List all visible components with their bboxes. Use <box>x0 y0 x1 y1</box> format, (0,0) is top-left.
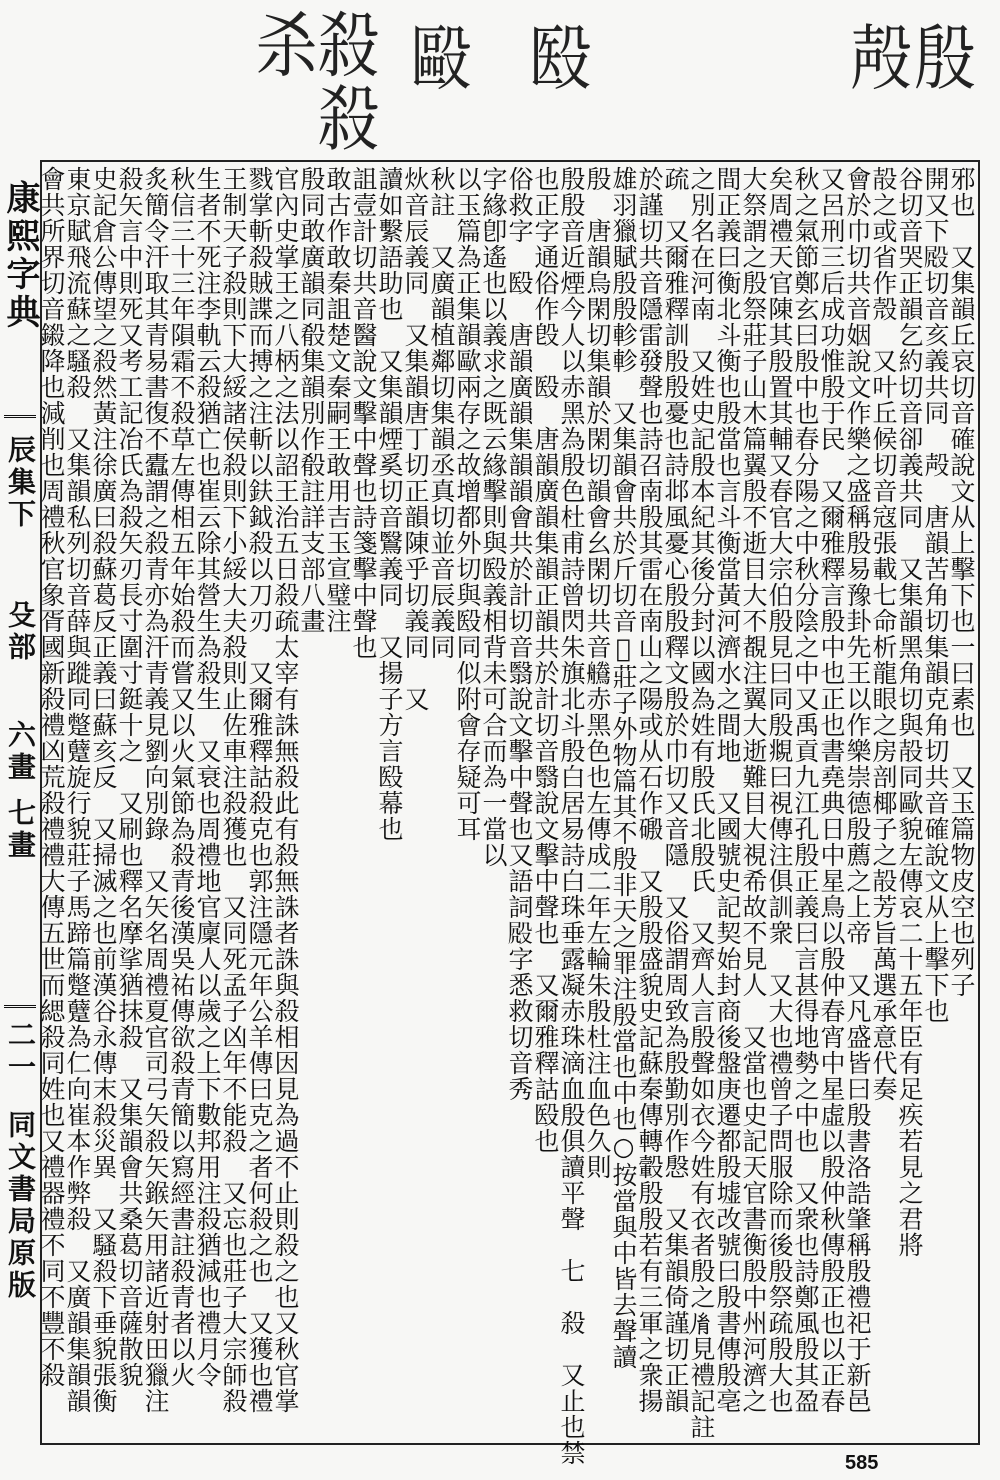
text-column: 炙簡令汗取其青易書復不蠹謂之殺青亦為汗青義見劉向別錄 又矢名周禮夏官司弓矢殺矢鍭矢用諸近射田獵注 <box>141 166 170 1414</box>
text-column: 間正義曰衡北斗衡也殷當也言斗衡當黃河濟水之間地 又國號史記契始封商後盤庚遷都殷墟改號曰殷書傳殷亳 <box>713 166 742 1414</box>
text-column: 秋註 又廣韻植鄰切集韻丞真切並音辰義同 <box>427 166 456 660</box>
margin-divider-2 <box>4 1005 36 1008</box>
text-column: 官內史掌王之八柄之法以詔王治五日殺疏太宰有誅無殺此有殺無誅者誅與殺相因見為過不止則殺之也又秋官掌 <box>271 166 300 1414</box>
text-column: 東京賦飛流蘇之騷殺 又集韻私列切音薛與蹝同蹩躠旋行貌莊子馬蹄篇蹩躠為仁向崔本作弊殺 又廣韻集韻韻 <box>63 166 92 1414</box>
text-column: 會共所界切音鎩降也減削也周禮秋官象胥國新殺禮凶荒殺禮禮大傳五世而緦殺同姓也又禮器禮不同不豐不殺 <box>37 166 66 1388</box>
text-column: 生者不死注李軌云殺猶亡也崔云除其營生為殺生 又衰也周禮地官廩人以歲之上下數邦用注殺猶減也禮月令 <box>193 166 222 1388</box>
page-number: 585 <box>845 1452 879 1474</box>
collection-label: 辰集下 <box>4 435 37 531</box>
text-column: 秋信三十三年隕霜不殺草左傳相五年始殺而嘗又以火氣節為殺青後漢吳祐傳欲殺青簡以寫經書註殺青者以火 <box>167 166 196 1388</box>
radical-label: 殳部 <box>4 600 37 664</box>
text-column: 以玉篇為正集韻歐兩存之故增都外切與殹同似附會存疑可耳 <box>453 166 482 842</box>
text-column: 俗救字 殹 唐韻廣韻集韻韻會共於計切音翳說文擊中聲也又語詞𣪍字悉救切音秀 <box>505 166 534 1102</box>
text-column: 谷切音哭正韻乞約切音卻義共同 又集韻黑角切與㱿同歐貌左傳哀二十五年臣有足疾若見之君將 <box>895 166 924 1258</box>
margin-divider <box>4 415 36 418</box>
text-column: 戮掌斬殺賊諜而搏之注斬以鈇鉞殺以刀刃 又爾雅釋詁殺克也郭注隱元年公羊傳曰克之者何殺之也 又獲也禮 <box>245 166 274 1414</box>
book-title: 康熙字典 <box>0 180 40 332</box>
margin-strip <box>0 160 40 1445</box>
text-column: 字緣卽遙也以義求之既云緣擊則與殹義相背未可合而為一當以 <box>479 166 508 868</box>
text-column: 秋之氣節鄭玄曰殷中也春分陽之中秋分陰之中又禹貢九江孔殷正義曰言甚得地勢之中也 又衆也詩鄭風殷其盈 <box>791 166 820 1414</box>
text-column: 殷同敢廣韻同殽集韻別作殽註詳支部八畫 <box>297 166 326 634</box>
text-column: 殺矢言中則死又考工記冶氏為殺矢刃長寸圍寸鋌十之 又刷也釋名摩挲猶抹殺 又集韻會共桑葛切音薩散貌 <box>115 166 144 1388</box>
text-column: 開又下𣪍切音亥義共同 殸 唐韻苦角切集韻克角切共音確說文从上擊下也 <box>921 166 950 1024</box>
text-column: 詛壹計切共音醫說文擊中聲也詩箋擊中聲也 <box>349 166 378 660</box>
text-column: 疏 又爾雅釋訓殷殷憂也詩邶風憂心殷殷釋文殷於巾切又音隱 又俗謂周致為殷勤別作慇 又集韻倚謹切正韻 <box>661 166 690 1414</box>
text-column: 史記倉公傳望之殺然黃注徐廣曰殺蘇葛反正義曰蘇亥反 又掃滅之也前漢谷永傳末殺災異 又騷殺下垂貌張衡 <box>89 166 118 1414</box>
text-column: 邪也 又集韻丘哀切音確說文从上擊下也一曰素也 又玉篇物皮空也列子 <box>947 166 976 998</box>
publisher-label: 同文書局原版 <box>4 1110 37 1302</box>
page-marker: 二一 <box>4 1020 37 1084</box>
seal-glyph-3: 殹 <box>530 16 593 101</box>
text-column: 會於巾切共音姻說文作樂之盛稱殷易豫卦先王以作樂崇德殷薦之上帝 又凡盛皆曰殷書洛誥肇稱殷禮祀于新邑 <box>843 166 872 1414</box>
text-column: 又呂刑三后成功惟殷于民 又爾雅釋言殷中也正也書堯典日中星鳥以殷仲春宵中星虛以殷仲秋傳殷正也以正春 <box>817 166 846 1414</box>
text-column: 炏音辰義同 又集韻唐丁切正韻陳乎切義同 又 <box>401 166 430 712</box>
text-column: 殷 唐韻烏閑切集韻於閑切韻會幺閑切共音𪅻赤黑色也左傳成二年左輪朱殷杜注血色久則 <box>583 166 612 1180</box>
text-column: 雄羽獵賦殷殷軫軫 又集韻會共於斤切音𥚁莊子外物篇其不殷非天之罪注殷當也中也○按當與中皆去聲讀 <box>609 166 638 1370</box>
text-column: 敢古作敢秦詛楚文秦嗣王敢用吉玉宣璧注 <box>323 166 352 634</box>
seal-script-header <box>245 7 990 156</box>
stroke-count-label: 六畫 七畫 <box>4 720 37 862</box>
seal-glyph-2: 毆 <box>410 16 473 101</box>
text-column: 㱿之或省作殼 又叶丘候切音寇張載七命析龍眼之房剖椰子之㱿芳旨萬選承意代奏 <box>869 166 898 1102</box>
text-column: 大祭謂之殷祭莊子山木篇翼殷不逝目大不覩注翼大逝難目大視希故不見人 又當也史記天官書衡殷中州河濟之 <box>739 166 768 1414</box>
seal-glyph-group-right: 殸殷 <box>850 16 979 101</box>
text-column: 讀如繫語助也 又集韻煙奚切音鷖義同 又揚子方言殹幕也 <box>375 166 404 842</box>
seal-glyph-group-left: 殺殺杀 <box>245 7 380 156</box>
text-column: 於謹切共音隱雷發聲也詩召南殷其雷在南山之陽或从石作磤 又殷殷盛貌史記蘇秦傳轉轂殷殷若有三軍之衆揚 <box>635 166 664 1414</box>
text-column: 矣周禮天官陳其殷置其輔又春官大宗伯殷見曰同殷覜曰視傳注俱訓衆 又大也禮曾子問服除而後殷祭疏殷大也 <box>765 166 794 1414</box>
text-column: 也正字通俗作𣪘 殹 唐韻廣韻集韻正韻共於計切音翳說文擊中聲也 又爾雅釋詁殹也 <box>531 166 560 1154</box>
text-column: 之別名在河南 又姓史記殷本紀其後分封以國為姓有殷氏北殷氏 又齊人言殷聲如衣今姓有衣者殷之𦙍見禮記註 <box>687 166 716 1440</box>
text-column: 王制天子殺則下大綏諸侯殺則下小綏大夫殺則止佐車注殺獲也 又同死孟子凶年不能殺 又忘也莊子大宗師殺 <box>219 166 248 1414</box>
text-column: 殷殷音近煙今人以赤黑為殷色杜甫詩曾閃朱旗北斗殷白居易詩白珠垂露凝赤珠滴血殷俱讀平聲 七 殺 又止也禁 <box>557 166 586 1466</box>
